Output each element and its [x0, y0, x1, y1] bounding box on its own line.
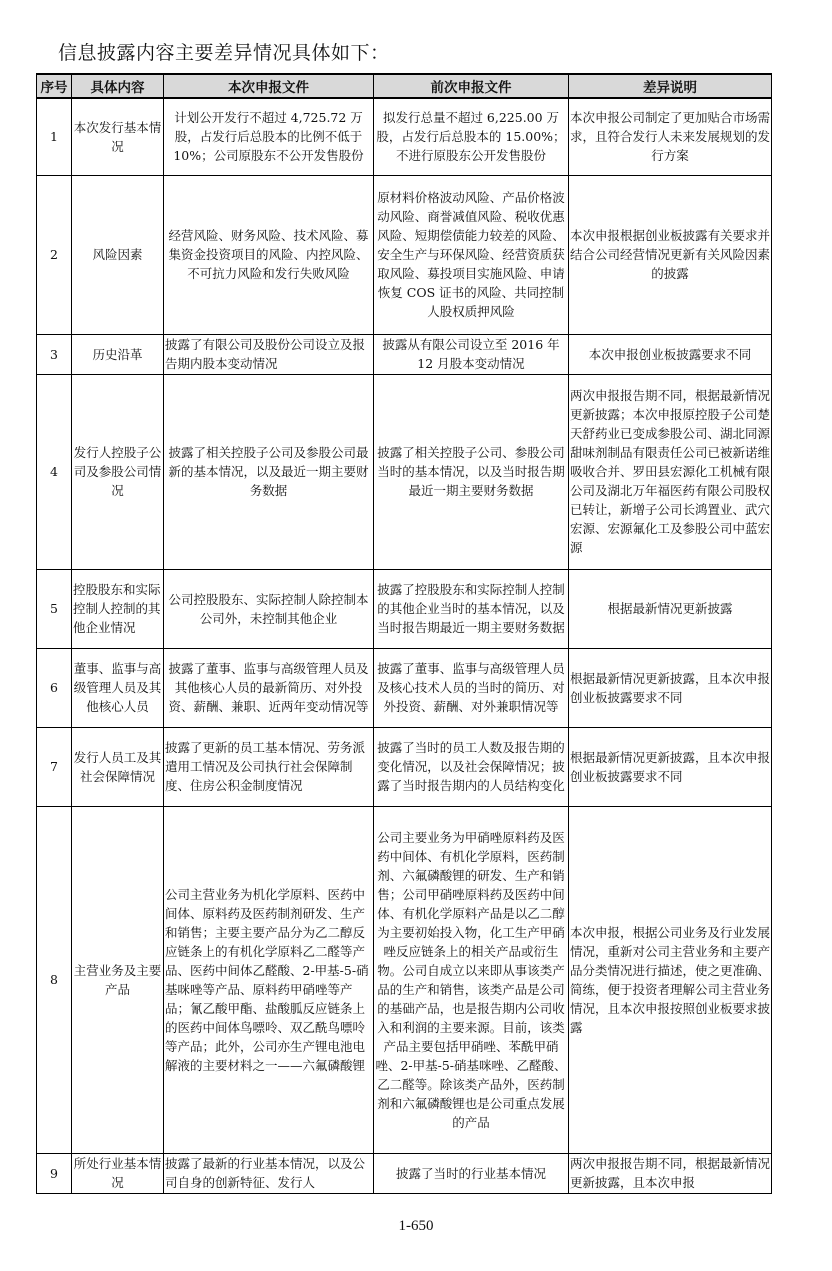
- table-row: [37, 648, 772, 727]
- row-current: 经营风险、财务风险、技术风险、募集资金投资项目的风险、内控风险、不可抗力风险和发行失败风险: [164, 175, 374, 334]
- row-item: 发行人控股子公司及参股公司情况: [72, 374, 164, 569]
- column-header-no: 序号: [37, 74, 72, 98]
- row-number: 8: [37, 806, 72, 1153]
- row-previous: 披露了相关控股子公司、参股公司当时的基本情况，以及当时报告期最近一期主要财务数据: [374, 374, 569, 569]
- row-item: 本次发行基本情况: [72, 98, 164, 175]
- row-current: 披露了更新的员工基本情况、劳务派遣用工情况及公司执行社会保障制度、住房公积金制度情况: [164, 727, 374, 806]
- row-number: 6: [37, 648, 72, 727]
- row-item: 风险因素: [72, 175, 164, 334]
- table-header-row: [37, 74, 772, 98]
- row-diff: 两次申报报告期不同，根据最新情况更新披露，且本次申报: [569, 1153, 772, 1193]
- row-previous: 披露了控股股东和实际控制人控制的其他企业当时的基本情况，以及当时报告期最近一期主要财务数据: [374, 569, 569, 648]
- row-previous: 拟发行总量不超过 6,225.00 万股，占发行后总股本的 15.00%；不进行原股东公开发售股份: [374, 98, 569, 175]
- row-item: 发行人员工及其社会保障情况: [72, 727, 164, 806]
- row-item: 主营业务及主要产品: [72, 806, 164, 1153]
- row-number: 4: [37, 374, 72, 569]
- row-item: 董事、监事与高级管理人员及其他核心人员: [72, 648, 164, 727]
- row-diff: 本次申报创业板披露要求不同: [569, 334, 772, 374]
- row-previous: 披露从有限公司设立至 2016 年 12 月股本变动情况: [374, 334, 569, 374]
- row-current: 公司控股股东、实际控制人除控制本公司外，未控制其他企业: [164, 569, 374, 648]
- column-header-current: 本次申报文件: [164, 74, 374, 98]
- row-item: 历史沿革: [72, 334, 164, 374]
- row-number: 5: [37, 569, 72, 648]
- row-diff: 根据最新情况更新披露，且本次申报创业板披露要求不同: [569, 648, 772, 727]
- row-diff: 本次申报根据创业板披露有关要求并结合公司经营情况更新有关风险因素的披露: [569, 175, 772, 334]
- row-current: 披露了最新的行业基本情况，以及公司自身的创新特征、发行人: [164, 1153, 374, 1193]
- row-diff: 根据最新情况更新披露: [569, 569, 772, 648]
- row-diff: 本次申报公司制定了更加贴合市场需求，且符合发行人未来发展规划的发行方案: [569, 98, 772, 175]
- page-number: 1-650: [398, 1218, 434, 1234]
- row-diff: 本次申报，根据公司业务及行业发展情况，重新对公司主营业务和主要产品分类情况进行描述，使之更准确、简练，便于投资者理解公司主营业务情况，且本次申报按照创业板要求披露: [569, 806, 772, 1153]
- row-diff: 两次申报报告期不同，根据最新情况更新披露；本次申报原控股子公司楚天舒药业已变成参股公司、湖北同源甜味剂制品有限责任公司已被新诺维吸收合并、罗田县宏源化工机械有限公司及湖北万年福医药有限公司股权已转让，新增子公司长鸿置业、武穴宏源、宏源氟化工及参股公司中蓝宏源: [569, 374, 772, 569]
- disclosure-diff-table: [36, 73, 772, 1194]
- row-previous: 公司主要业务为甲硝唑原料药及医药中间体、有机化学原料，医药制剂、六氟磷酸锂的研发、生产和销售；公司甲硝唑原料药及医药中间体、有机化学原料产品是以乙二醇为主要初始投入物，化工生产甲硝唑反应链条上的相关产品或衍生物。公司自成立以来即从事该类产品的生产和销售，该类产品是公司的基础产品，也是报告期内公司收入和利润的主要来源。目前，该类产品主要包括甲硝唑、苯酰甲硝唑、2-甲基-5-硝基咪唑、乙醛酸、乙二醛等。除该类产品外，医药制剂和六氟磷酸锂也是公司重点发展的产品: [374, 806, 569, 1153]
- row-current: 披露了相关控股子公司及参股公司最新的基本情况，以及最近一期主要财务数据: [164, 374, 374, 569]
- row-previous: 披露了当时的员工人数及报告期的变化情况，以及社会保障情况；披露了当时报告期内的人员结构变化: [374, 727, 569, 806]
- table-row: [37, 727, 772, 806]
- column-header-previous: 前次申报文件: [374, 74, 569, 98]
- column-header-item: 具体内容: [72, 74, 164, 98]
- row-item: 控股股东和实际控制人控制的其他企业情况: [72, 569, 164, 648]
- column-header-diff: 差异说明: [569, 74, 772, 98]
- row-previous: 披露了董事、监事与高级管理人员及核心技术人员的当时的简历、对外投资、薪酬、对外兼职情况等: [374, 648, 569, 727]
- row-previous: 披露了当时的行业基本情况: [374, 1153, 569, 1193]
- row-number: 1: [37, 98, 72, 175]
- row-number: 2: [37, 175, 72, 334]
- table-row: [37, 334, 772, 374]
- row-number: 9: [37, 1153, 72, 1193]
- table-row: [37, 569, 772, 648]
- page-heading: 信息披露内容主要差异情况具体如下：: [58, 42, 390, 64]
- table-row: [37, 806, 772, 1153]
- row-current: 披露了董事、监事与高级管理人员及其他核心人员的最新简历、对外投资、薪酬、兼职、近两年变动情况等: [164, 648, 374, 727]
- table-row: [37, 175, 772, 334]
- row-current: 公司主营业务为机化学原料、医药中间体、原料药及医药制剂研发、生产和销售；主要主要产品分为乙二醇反应链条上的有机化学原料乙二醛等产品、医药中间体乙醛酸、2-甲基-5-硝基咪唑等产品、原料药甲硝唑等产品；氰乙酸甲酯、盐酸胍反应链条上的医药中间体鸟嘌呤、双乙酰鸟嘌呤等产品；此外，公司亦生产锂电池电解液的主要材料之一——六氟磷酸锂: [164, 806, 374, 1153]
- row-current: 披露了有限公司及股份公司设立及报告期内股本变动情况: [164, 334, 374, 374]
- row-current: 计划公开发行不超过 4,725.72 万股，占发行后总股本的比例不低于 10%；公司原股东不公开发售股份: [164, 98, 374, 175]
- row-previous: 原材料价格波动风险、产品价格波动风险、商誉减值风险、税收优惠风险、短期偿债能力较差的风险、安全生产与环保风险、经营资质获取风险、募投项目实施风险、申请恢复 COS 证书的风险、共同控制人股权质押风险: [374, 175, 569, 334]
- table-row: [37, 374, 772, 569]
- row-diff: 根据最新情况更新披露，且本次申报创业板披露要求不同: [569, 727, 772, 806]
- row-item: 所处行业基本情况: [72, 1153, 164, 1193]
- row-number: 3: [37, 334, 72, 374]
- table-row: [37, 98, 772, 175]
- row-number: 7: [37, 727, 72, 806]
- table-row: [37, 1153, 772, 1193]
